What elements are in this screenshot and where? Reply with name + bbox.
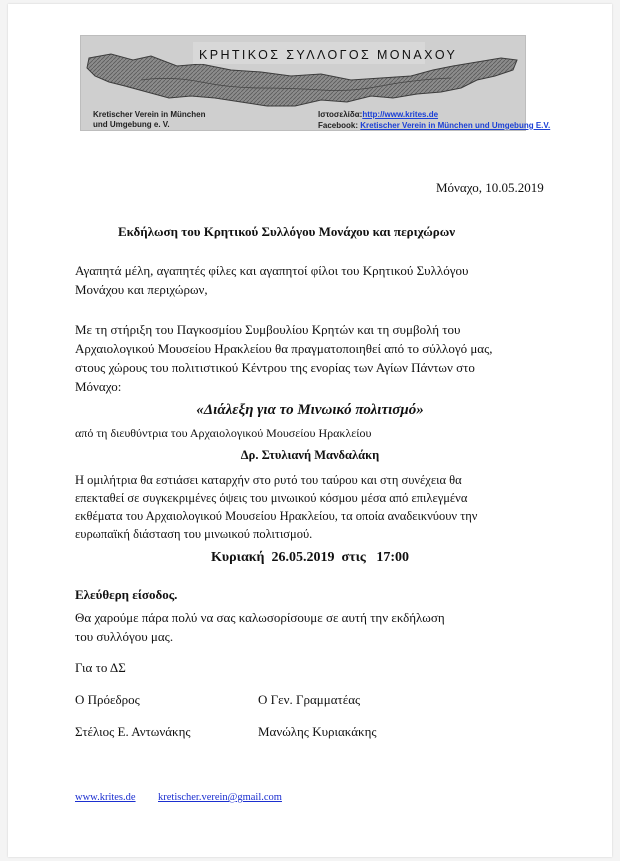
banner-german-name: [93, 110, 205, 130]
speaker-name: Δρ. Στυλιανή Μανδαλάκη: [240, 448, 380, 462]
footer-email-link[interactable]: kretischer.verein@gmail.com: [158, 792, 282, 803]
closing-line-2: του συλλόγου μας.: [75, 629, 174, 644]
place-date: Μόναχο, 10.05.2019: [436, 180, 544, 195]
event-datetime: Κυριακή 26.05.2019 στις 17:00: [210, 550, 409, 565]
desc-line-4: ευρωπαϊκή διάσταση του μινωικού πολιτισμού.: [75, 527, 313, 541]
website-link[interactable]: http://www.krites.de: [362, 110, 439, 119]
lecture-title: «Διάλεξη για το Μινωικό πολιτισμό»: [196, 402, 424, 418]
letter-heading: Εκδήλωση του Κρητικού Συλλόγου Μονάχου και περιχώρων: [118, 224, 456, 239]
intro-line-2: Αρχαιολογικού Μουσείου Ηρακλείου θα πραγματοποιηθεί από το σύλλογό μας,: [75, 341, 493, 356]
greeting-line-2: Μονάχου και περιχώρων,: [75, 282, 208, 297]
banner-german-line1: Kretischer Verein in München: [93, 110, 206, 119]
intro-line-3: στους χώρους του πολιτιστικού Κέντρου της ενορίας των Αγίων Πάντων στο: [75, 360, 475, 375]
facebook-label: Facebook:: [318, 120, 359, 130]
secretary-name: Μανώλης Κυριακάκης: [258, 724, 377, 739]
speaker-role: από τη διευθύντρια του Αρχαιολογικού Μουσείου Ηρακλείου: [75, 426, 372, 440]
footer-website-link[interactable]: www.krites.de: [75, 792, 136, 803]
closing-line-1: Θα χαρούμε πάρα πολύ να σας καλωσορίσουμε σε αυτή την εκδήλωση: [75, 610, 445, 625]
letter-page: [8, 4, 612, 857]
banner-title: ΚΡΗΤΙΚΟΣ ΣΥΛΛΟΓΟΣ ΜΟΝΑΧΟΥ: [199, 48, 458, 62]
desc-line-3: εκθέματα του Αρχαιολογικού Μουσείου Ηρακλείου, τα οποία αναδεικνύουν την: [75, 509, 478, 523]
free-entry: Ελεύθερη είσοδος.: [75, 587, 178, 602]
president-name: Στέλιος Ε. Αντωνάκης: [75, 724, 191, 739]
letterhead-banner: [80, 35, 551, 131]
for-board: Για το ΔΣ: [75, 660, 126, 675]
intro-line-1: Με τη στήριξη του Παγκοσμίου Συμβουλίου Κρητών και τη συμβολή του: [75, 322, 461, 337]
desc-line-2: επεκταθεί σε συγκεκριμένες όψεις του μινωικού κόσμου μέσα από επιλεγμένα: [75, 491, 468, 505]
greeting-line-1: Αγαπητά μέλη, αγαπητές φίλες και αγαπητοί φίλοι του Κρητικού Συλλόγου: [75, 263, 469, 278]
banner-contacts: [318, 110, 550, 131]
banner-german-line2: und Umgebung e. V.: [93, 120, 170, 129]
president-title: Ο Πρόεδρος: [75, 692, 140, 707]
website-label: Ιστοσελίδα:: [318, 110, 363, 119]
desc-line-1: Η ομιλήτρια θα εστιάσει καταρχήν στο ρυτό του ταύρου και στη συνέχεια θα: [75, 473, 462, 487]
facebook-link[interactable]: Kretischer Verein in München und Umgebung E.V.: [360, 120, 551, 130]
secretary-title: Ο Γεν. Γραμματέας: [258, 692, 361, 707]
intro-line-4: Μόναχο:: [75, 379, 122, 394]
